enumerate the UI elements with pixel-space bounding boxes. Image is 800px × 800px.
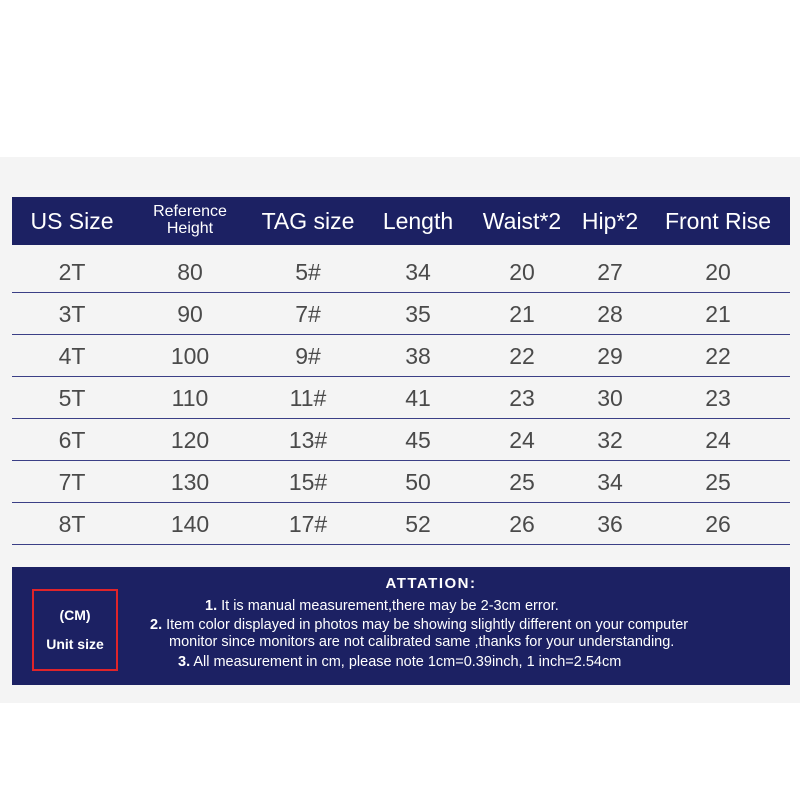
cell-hip: 36: [597, 510, 623, 537]
unit-size-box: [32, 589, 118, 671]
cell-us-size: 3T: [58, 300, 86, 327]
cell-waist: 21: [509, 300, 535, 327]
table-row: [12, 293, 790, 335]
table-row: [12, 503, 790, 545]
cell-front-rise: 26: [705, 510, 731, 537]
note-3: [178, 654, 621, 671]
header-waist: Waist*2: [482, 207, 562, 234]
note-1: [205, 598, 559, 615]
cell-tag-size: 13#: [288, 426, 328, 453]
cell-front-rise: 21: [705, 300, 731, 327]
cell-reference-height: 130: [170, 468, 210, 495]
cell-waist: 23: [509, 384, 535, 411]
cell-length: 45: [405, 426, 431, 453]
cell-reference-height: 80: [177, 258, 203, 285]
unit-size-label: Unit size: [46, 636, 104, 652]
cell-us-size: 6T: [58, 426, 86, 453]
table-header: [12, 197, 790, 245]
cell-front-rise: 25: [705, 468, 731, 495]
cell-tag-size: 5#: [295, 258, 321, 285]
header-reference-height: [140, 197, 240, 245]
cell-reference-height: 90: [177, 300, 203, 327]
cell-hip: 28: [597, 300, 623, 327]
table-row: [12, 335, 790, 377]
cell-length: 35: [405, 300, 431, 327]
cell-us-size: 7T: [58, 468, 86, 495]
table-row: [12, 251, 790, 293]
cell-waist: 24: [509, 426, 535, 453]
cell-reference-height: 140: [170, 510, 210, 537]
unit-cm-label: (CM): [59, 607, 91, 624]
attention-title: ATTATION:: [385, 575, 477, 592]
cell-length: 50: [405, 468, 431, 495]
cell-hip: 27: [597, 258, 623, 285]
cell-tag-size: 17#: [288, 510, 328, 537]
cell-tag-size: 11#: [289, 384, 327, 411]
cell-us-size: 4T: [58, 342, 86, 369]
table-row: [12, 377, 790, 419]
cell-length: 52: [405, 510, 431, 537]
cell-waist: 25: [509, 468, 535, 495]
note-1-number: 1.: [205, 598, 218, 614]
cell-reference-height: 110: [171, 384, 209, 411]
cell-reference-height: 100: [170, 342, 210, 369]
cell-length: 41: [405, 384, 431, 411]
cell-length: 34: [405, 258, 431, 285]
cell-front-rise: 20: [705, 258, 731, 285]
attention-notice: [12, 567, 790, 685]
header-hip: Hip*2: [581, 207, 639, 234]
cell-length: 38: [405, 342, 431, 369]
note-2: [150, 617, 688, 634]
header-front-rise: Front Rise: [664, 207, 772, 234]
cell-us-size: 2T: [58, 258, 86, 285]
row-divider: [12, 544, 790, 545]
cell-reference-height: 120: [170, 426, 210, 453]
note-1-text: It is manual measurement,there may be 2-3cm error.: [221, 598, 559, 614]
cell-tag-size: 7#: [295, 300, 321, 327]
cell-us-size: 8T: [58, 510, 86, 537]
cell-front-rise: 23: [705, 384, 731, 411]
table-row: [12, 419, 790, 461]
cell-hip: 30: [597, 384, 623, 411]
header-tag-size: TAG size: [261, 207, 355, 234]
cell-us-size: 5T: [58, 384, 86, 411]
header-length: Length: [382, 207, 454, 234]
note-2-text-line-1: Item color displayed in photos may be showing slightly different on your computer: [166, 617, 689, 633]
header-us-size: US Size: [30, 207, 114, 234]
cell-waist: 26: [509, 510, 535, 537]
note-2-text-line-2: monitor since monitors are not calibrated same ,thanks for your understanding.: [169, 634, 675, 650]
cell-hip: 34: [597, 468, 623, 495]
cell-hip: 29: [597, 342, 623, 369]
note-3-text: All measurement in cm, please note 1cm=0.39inch, 1 inch=2.54cm: [193, 654, 622, 670]
table-row: [12, 461, 790, 503]
cell-front-rise: 22: [705, 342, 731, 369]
cell-hip: 32: [597, 426, 623, 453]
cell-tag-size: 15#: [288, 468, 328, 495]
cell-front-rise: 24: [705, 426, 731, 453]
cell-waist: 20: [509, 258, 535, 285]
header-reference-height-text: Reference Height: [153, 203, 227, 237]
note-3-number: 3.: [178, 654, 191, 670]
cell-tag-size: 9#: [295, 342, 321, 369]
note-2-line-2: [169, 634, 674, 651]
cell-waist: 22: [509, 342, 535, 369]
note-2-number: 2.: [150, 617, 163, 633]
